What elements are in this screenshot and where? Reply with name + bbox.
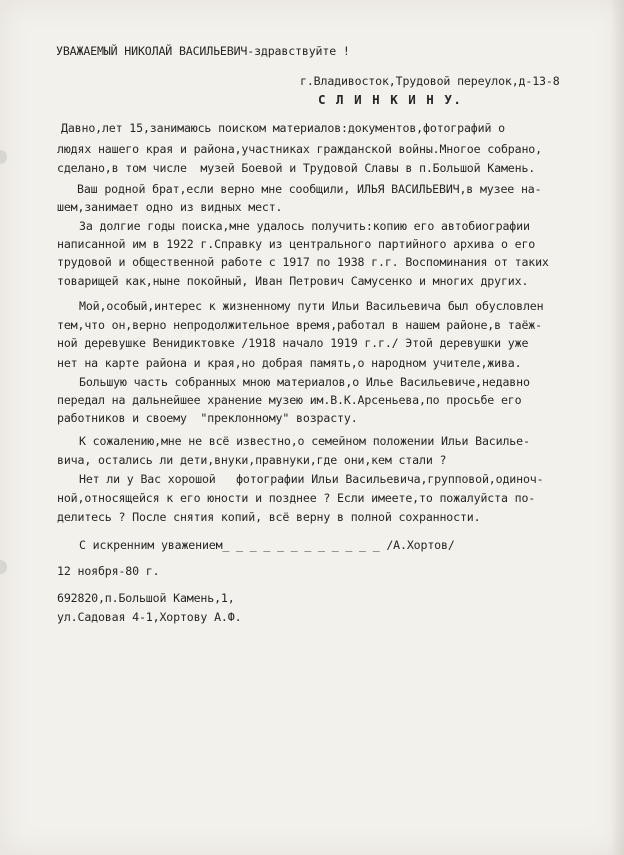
body-line: К сожалению,мне не всё известно,о семейном положении Ильи Василье- xyxy=(79,434,530,448)
return-address-line: ул.Садовая 4-1,Хортову А.Ф. xyxy=(57,610,242,624)
body-line: написанной им в 1922 г.Справку из центрального партийного архива о его xyxy=(57,237,536,251)
body-line: вича, остались ли дети,внуки,правнуки,где они,кем стали ? xyxy=(57,453,447,467)
body-line: ной деревушке Венидиктовке /1918 начало 1919 г.г./ Этой деревушки уже xyxy=(57,336,529,350)
return-address-line: 692820,п.Большой Камень,1, xyxy=(57,591,235,605)
body-line: Ваш родной брат,если верно мне сообщили, ИЛЬЯ ВАСИЛЬЕВИЧ,в музее на- xyxy=(77,182,542,196)
body-line: Большую часть собранных мною материалов,о Илье Васильевиче,недавно xyxy=(79,375,530,389)
body-line: товарищей как,ныне покойный, Иван Петрович Самусенко и многих других. xyxy=(57,274,529,288)
body-line: За долгие годы поиска,мне удалось получить:копию его автобиографии xyxy=(79,219,530,233)
punch-hole xyxy=(0,560,7,574)
recipient-address: г.Владивосток,Трудовой переулок,д-13-8 xyxy=(300,74,560,88)
closing: С искренним уважением_ _ _ _ _ _ _ _ _ _ _ _ /А.Хортов/ xyxy=(79,538,455,552)
body-line: Мой,особый,интерес к жизненному пути Ильи Васильевича был обусловлен xyxy=(79,299,544,313)
body-line: тем,что он,верно непродолжительное время,работал в нашем районе,в таёж- xyxy=(57,318,542,332)
body-line: ной,относящейся к его юности и позднее ? Если имеете,то пожалуйста по- xyxy=(57,491,536,505)
body-line: делитесь ? После снятия копий, всё верну в полной сохранности. xyxy=(57,510,481,524)
body-line: трудовой и общественной работе с 1917 по 1938 г.г. Воспоминания от таких xyxy=(57,255,549,269)
body-line: нет на карте района и края,но добрая память,о народном учителе,жива. xyxy=(57,356,522,370)
body-line: шем,занимает одно из видных мест. xyxy=(57,200,283,214)
salutation: УВАЖАЕМЫЙ НИКОЛАЙ ВАСИЛЬЕВИЧ-здравствуйте ! xyxy=(56,44,350,58)
body-line: Давно,лет 15,занимаюсь поиском материалов:документов,фотографий о xyxy=(61,121,505,135)
body-line: людях нашего края и района,участниках гражданской войны.Многое собрано, xyxy=(57,142,542,156)
letter-date: 12 ноября-80 г. xyxy=(57,564,160,578)
body-line: работников и своему "преклонному" возрасту. xyxy=(57,411,358,425)
body-line: передал на дальнейшее хранение музею им.В.К.Арсеньева,по просьбе его xyxy=(57,393,522,407)
body-line: Нет ли у Вас хорошой фотографии Ильи Васильевича,групповой,одиноч- xyxy=(79,472,544,486)
punch-hole xyxy=(0,150,7,164)
recipient-name: С Л И Н К И Н У. xyxy=(318,92,463,107)
body-line: сделано,в том числе музей Боевой и Трудовой Славы в п.Большой Камень. xyxy=(57,161,536,175)
